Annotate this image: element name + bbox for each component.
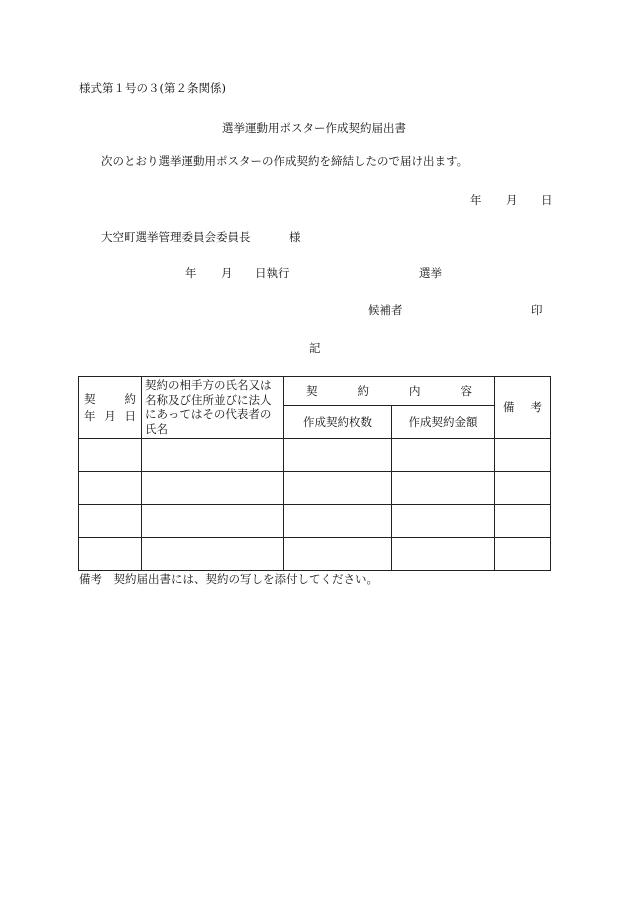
cell-party[interactable]: [142, 438, 284, 471]
election-year: 年: [185, 266, 197, 280]
cell-date[interactable]: [79, 471, 142, 504]
cell-date[interactable]: [79, 504, 142, 537]
date-month: 月: [506, 193, 518, 207]
election-label: 選挙: [419, 266, 442, 280]
footnote: 備考 契約届出書には、契約の写しを添付してください。: [79, 572, 378, 586]
document-title: 選挙運動用ポスター作成契約届出書: [222, 121, 406, 135]
ki-heading: 記: [309, 341, 321, 355]
cell-count[interactable]: [284, 438, 392, 471]
date-year: 年: [470, 193, 482, 207]
cell-count[interactable]: [284, 504, 392, 537]
election-month: 月: [221, 266, 233, 280]
cell-remarks[interactable]: [495, 438, 551, 471]
cell-count[interactable]: [284, 471, 392, 504]
addressee-name: 大空町選挙管理委員会委員長: [101, 230, 251, 244]
cell-date[interactable]: [79, 537, 142, 570]
header-contract-content: 契 約 内 容: [284, 377, 495, 406]
cell-party[interactable]: [142, 537, 284, 570]
cell-remarks[interactable]: [495, 537, 551, 570]
cell-remarks[interactable]: [495, 504, 551, 537]
table-row: [79, 504, 551, 537]
header-counterparty: 契約の相手方の氏名又は名称及び住所並びに法人にあってはその代表者の氏名: [142, 377, 284, 439]
intro-text: 次のとおり選挙運動用ポスターの作成契約を締結したので届け出ます。: [101, 154, 469, 168]
table-row: [79, 471, 551, 504]
header-poster-count: 作成契約枚数: [284, 406, 392, 438]
header-contract-amount: 作成契約金額: [392, 406, 495, 438]
addressee-honorific: 様: [289, 230, 301, 244]
table-row: [79, 537, 551, 570]
cell-remarks[interactable]: [495, 471, 551, 504]
cell-party[interactable]: [142, 471, 284, 504]
form-number: 様式第１号の３(第２条関係): [79, 81, 226, 95]
seal-mark: 印: [531, 303, 543, 317]
election-day-exec: 日執行: [255, 266, 290, 280]
contract-table: [78, 376, 551, 571]
cell-amount[interactable]: [392, 438, 495, 471]
header-remarks: 備 考: [495, 377, 551, 439]
table-row: [79, 438, 551, 471]
cell-date[interactable]: [79, 438, 142, 471]
cell-count[interactable]: [284, 537, 392, 570]
cell-amount[interactable]: [392, 471, 495, 504]
candidate-label: 候補者: [368, 303, 403, 317]
cell-amount[interactable]: [392, 537, 495, 570]
cell-party[interactable]: [142, 504, 284, 537]
date-day: 日: [541, 193, 553, 207]
header-contract-date: 契 約 年 月 日: [79, 377, 142, 439]
cell-amount[interactable]: [392, 504, 495, 537]
